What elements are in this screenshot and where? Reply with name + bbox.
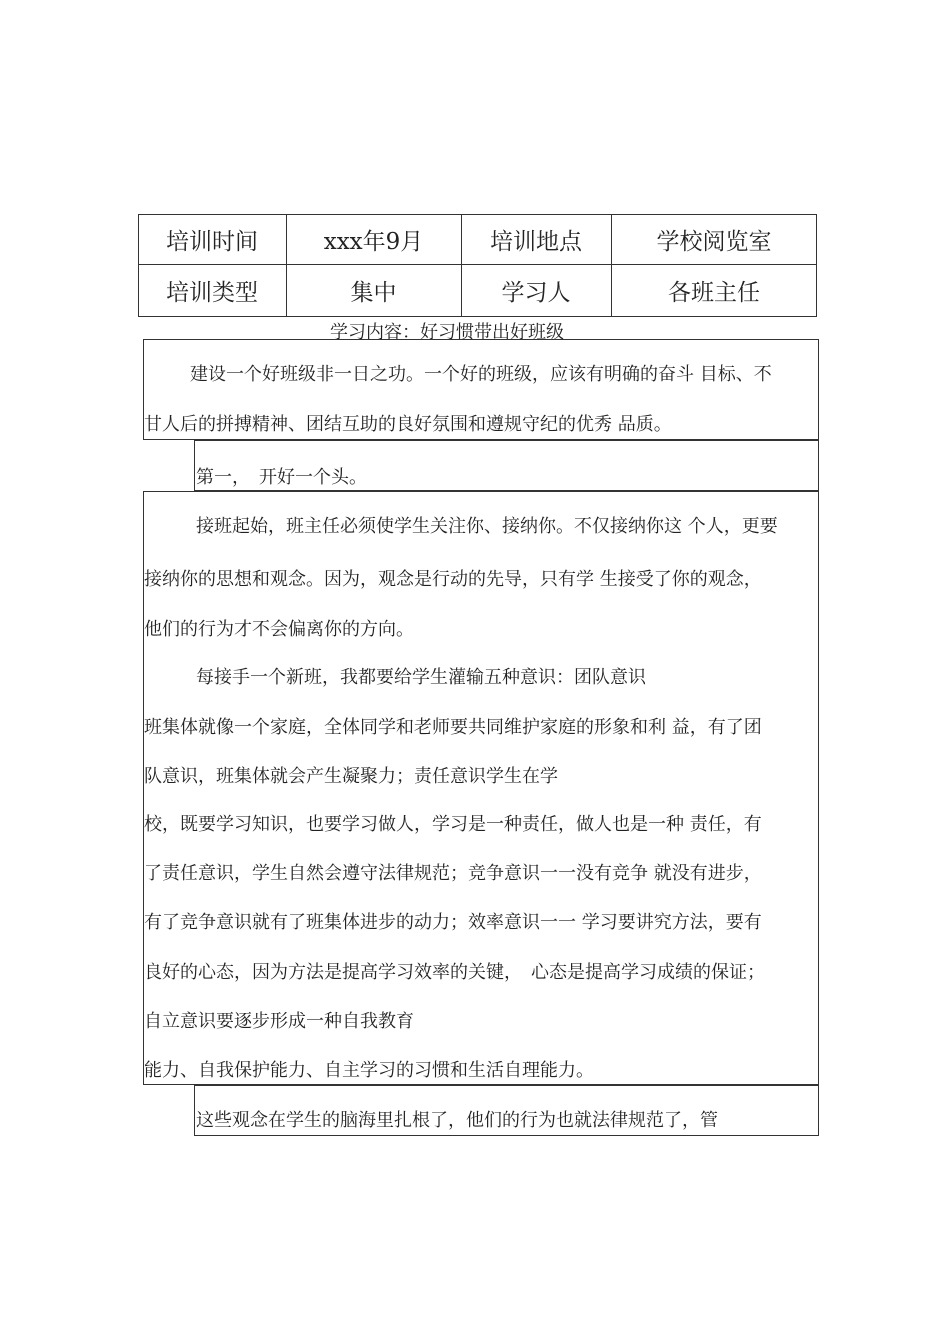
body-line: 了责任意识，学生自然会遵守法律规范；竞争意识一一没有竞争 就没有进步， xyxy=(144,863,762,884)
body-line: 每接手一个新班，我都要给学生灌输五种意识：团队意识 xyxy=(196,667,646,688)
body-line: 接纳你的思想和观念。因为，观念是行动的先导，只有学 生接受了你的观念， xyxy=(144,569,762,590)
body-line: 良好的心态，因为方法是提高学习效率的关键， 心态是提高学习成绩的保证； xyxy=(144,962,765,983)
label-training-time: 培训时间 xyxy=(166,228,258,255)
body-line: 他们的行为才不会偏离你的方向。 xyxy=(144,619,414,640)
content-title: 学习内容：好习惯带出好班级 xyxy=(330,322,564,343)
intro-line: 建设一个好班级非一日之功。一个好的班级，应该有明确的奋斗 目标、不 xyxy=(190,364,772,385)
value-training-location: 学校阅览室 xyxy=(656,228,772,255)
body-line: 队意识，班集体就会产生凝聚力；责任意识学生在学 xyxy=(144,766,558,787)
body-line: 接班起始，班主任必须使学生关注你、接纳你。不仅接纳你这 个人，更要 xyxy=(196,516,778,537)
body-line: 能力、自我保护能力、自主学习的习惯和生活自理能力。 xyxy=(144,1060,594,1081)
last-line: 这些观念在学生的脑海里扎根了，他们的行为也就法律规范了，管 xyxy=(196,1110,718,1131)
label-learners: 学习人 xyxy=(501,280,571,306)
value-training-type: 集中 xyxy=(350,280,397,306)
intro-line: 甘人后的拼搏精神、团结互助的良好氛围和遵规守纪的优秀 品质。 xyxy=(144,414,672,435)
body-line: 有了竞争意识就有了班集体进步的动力；效率意识一一 学习要讲究方法，要有 xyxy=(144,912,762,933)
body-line: 班集体就像一个家庭，全体同学和老师要共同维护家庭的形象和利 益，有了团 xyxy=(144,717,762,738)
first-heading: 第一， 开好一个头。 xyxy=(196,467,367,488)
label-training-location: 培训地点 xyxy=(490,228,582,255)
label-training-type: 培训类型 xyxy=(166,280,258,306)
body-line: 校，既要学习知识，也要学习做人，学习是一种责任，做人也是一种 责任，有 xyxy=(144,814,762,835)
value-learners: 各班主任 xyxy=(668,280,760,306)
body-line: 自立意识要逐步形成一种自我教育 xyxy=(144,1011,414,1032)
value-training-time: xxx年9月 xyxy=(323,228,424,255)
